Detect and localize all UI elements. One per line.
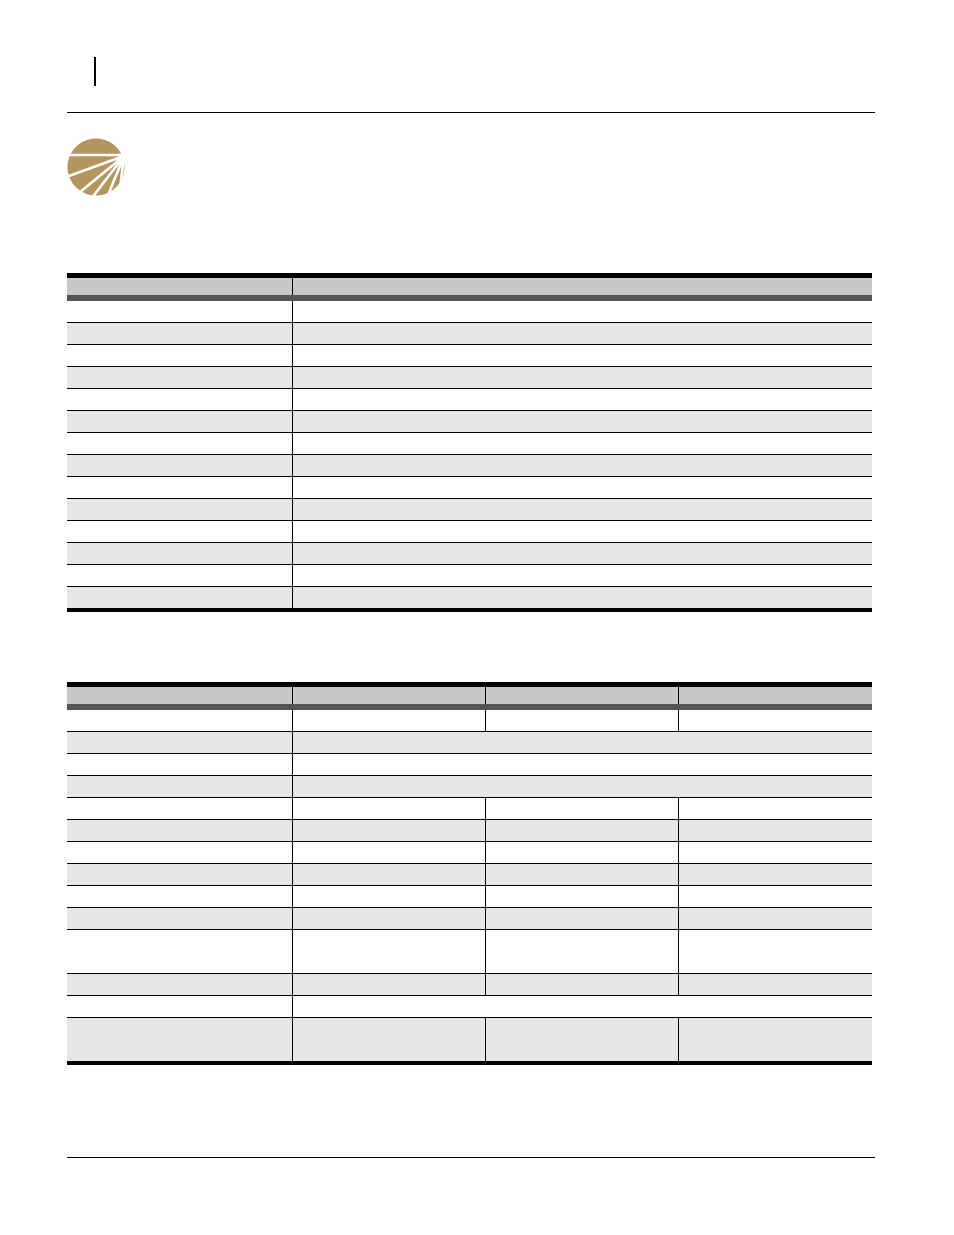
table-row: [67, 323, 872, 345]
table-cell: [678, 930, 872, 974]
table-cell: [292, 323, 872, 345]
table-row: [67, 842, 872, 864]
table-cell: [485, 798, 678, 820]
table-cell: [292, 864, 485, 886]
table-cell: [678, 1018, 872, 1064]
table-cell: [678, 820, 872, 842]
table-cell: [67, 411, 292, 433]
table-cell: [67, 499, 292, 521]
table-cell: [292, 707, 485, 732]
table-row: [67, 565, 872, 587]
table-cell: [292, 477, 872, 499]
table-cell: [67, 455, 292, 477]
table-row: [67, 433, 872, 455]
table-row: [67, 996, 872, 1018]
table-cell: [485, 930, 678, 974]
table-cell: [678, 798, 872, 820]
table-cell-merged: [292, 996, 872, 1018]
table-row: [67, 886, 872, 908]
table-cell: [292, 367, 872, 389]
table-row: [67, 367, 872, 389]
table-cell: [678, 864, 872, 886]
table-cell: [292, 543, 872, 565]
spec-table-1: [67, 273, 872, 612]
table-row: [67, 477, 872, 499]
table-cell: [67, 323, 292, 345]
table-cell: [67, 298, 292, 323]
table-cell: [67, 367, 292, 389]
table-cell: [292, 521, 872, 543]
table-cell: [67, 974, 292, 996]
table-cell: [485, 820, 678, 842]
table-cell: [292, 886, 485, 908]
table-cell: [678, 707, 872, 732]
column-header: [67, 276, 292, 299]
table-row: [67, 411, 872, 433]
table-cell: [67, 930, 292, 974]
table-cell: [292, 1018, 485, 1064]
table-row: [67, 707, 872, 732]
table-cell: [67, 886, 292, 908]
table-cell: [67, 798, 292, 820]
table-cell: [67, 543, 292, 565]
table-row: [67, 798, 872, 820]
table-cell: [292, 298, 872, 323]
table-cell: [485, 707, 678, 732]
table-cell: [292, 345, 872, 367]
table-cell: [485, 974, 678, 996]
header-margin-mark: [94, 57, 96, 86]
table-cell: [678, 842, 872, 864]
table-row: [67, 974, 872, 996]
table-cell: [67, 820, 292, 842]
table-row: [67, 345, 872, 367]
table-cell: [67, 908, 292, 930]
table-row: [67, 455, 872, 477]
table-header-row: [67, 685, 872, 708]
table-header-row: [67, 276, 872, 299]
table-row: [67, 754, 872, 776]
column-header: [678, 685, 872, 708]
table-cell: [485, 886, 678, 908]
column-header: [67, 685, 292, 708]
table-cell: [292, 499, 872, 521]
table-row: [67, 298, 872, 323]
table-cell: [292, 389, 872, 411]
table-cell: [292, 842, 485, 864]
table-row: [67, 930, 872, 974]
table-row: [67, 587, 872, 611]
table-cell: [292, 565, 872, 587]
table-row: [67, 732, 872, 754]
table-cell: [67, 521, 292, 543]
table-row: [67, 776, 872, 798]
table-cell: [67, 707, 292, 732]
table-cell: [67, 776, 292, 798]
header-rule: [67, 112, 875, 113]
table-cell: [67, 477, 292, 499]
table-cell: [67, 433, 292, 455]
table-cell: [67, 996, 292, 1018]
table-row: [67, 1018, 872, 1064]
table-cell: [292, 798, 485, 820]
table-cell: [292, 587, 872, 611]
table-cell: [678, 886, 872, 908]
table-cell: [292, 930, 485, 974]
column-header: [292, 685, 485, 708]
table-cell: [67, 732, 292, 754]
table-cell: [292, 820, 485, 842]
table-row: [67, 389, 872, 411]
table-cell: [67, 565, 292, 587]
column-header: [292, 276, 872, 299]
table-cell: [67, 1018, 292, 1064]
table-row: [67, 521, 872, 543]
table-cell: [678, 908, 872, 930]
table-cell-merged: [292, 754, 872, 776]
table-row: [67, 820, 872, 842]
table-cell: [485, 908, 678, 930]
table-cell: [67, 864, 292, 886]
table-cell: [67, 842, 292, 864]
table-cell: [292, 908, 485, 930]
table-row: [67, 543, 872, 565]
table-row: [67, 864, 872, 886]
table-cell: [67, 389, 292, 411]
table-cell: [67, 587, 292, 611]
footer-rule: [67, 1157, 875, 1158]
table-cell: [67, 754, 292, 776]
table-row: [67, 499, 872, 521]
fan-stripe-logo-icon: [66, 137, 126, 197]
table-cell: [292, 974, 485, 996]
table-cell: [485, 1018, 678, 1064]
table-cell: [292, 455, 872, 477]
table-cell-merged: [292, 776, 872, 798]
spec-table-2: [67, 682, 872, 1065]
table-cell: [67, 345, 292, 367]
table-cell: [292, 433, 872, 455]
table-cell: [292, 411, 872, 433]
table-cell-merged: [292, 732, 872, 754]
column-header: [485, 685, 678, 708]
table-row: [67, 908, 872, 930]
table-cell: [485, 842, 678, 864]
table-cell: [678, 974, 872, 996]
table-cell: [485, 864, 678, 886]
